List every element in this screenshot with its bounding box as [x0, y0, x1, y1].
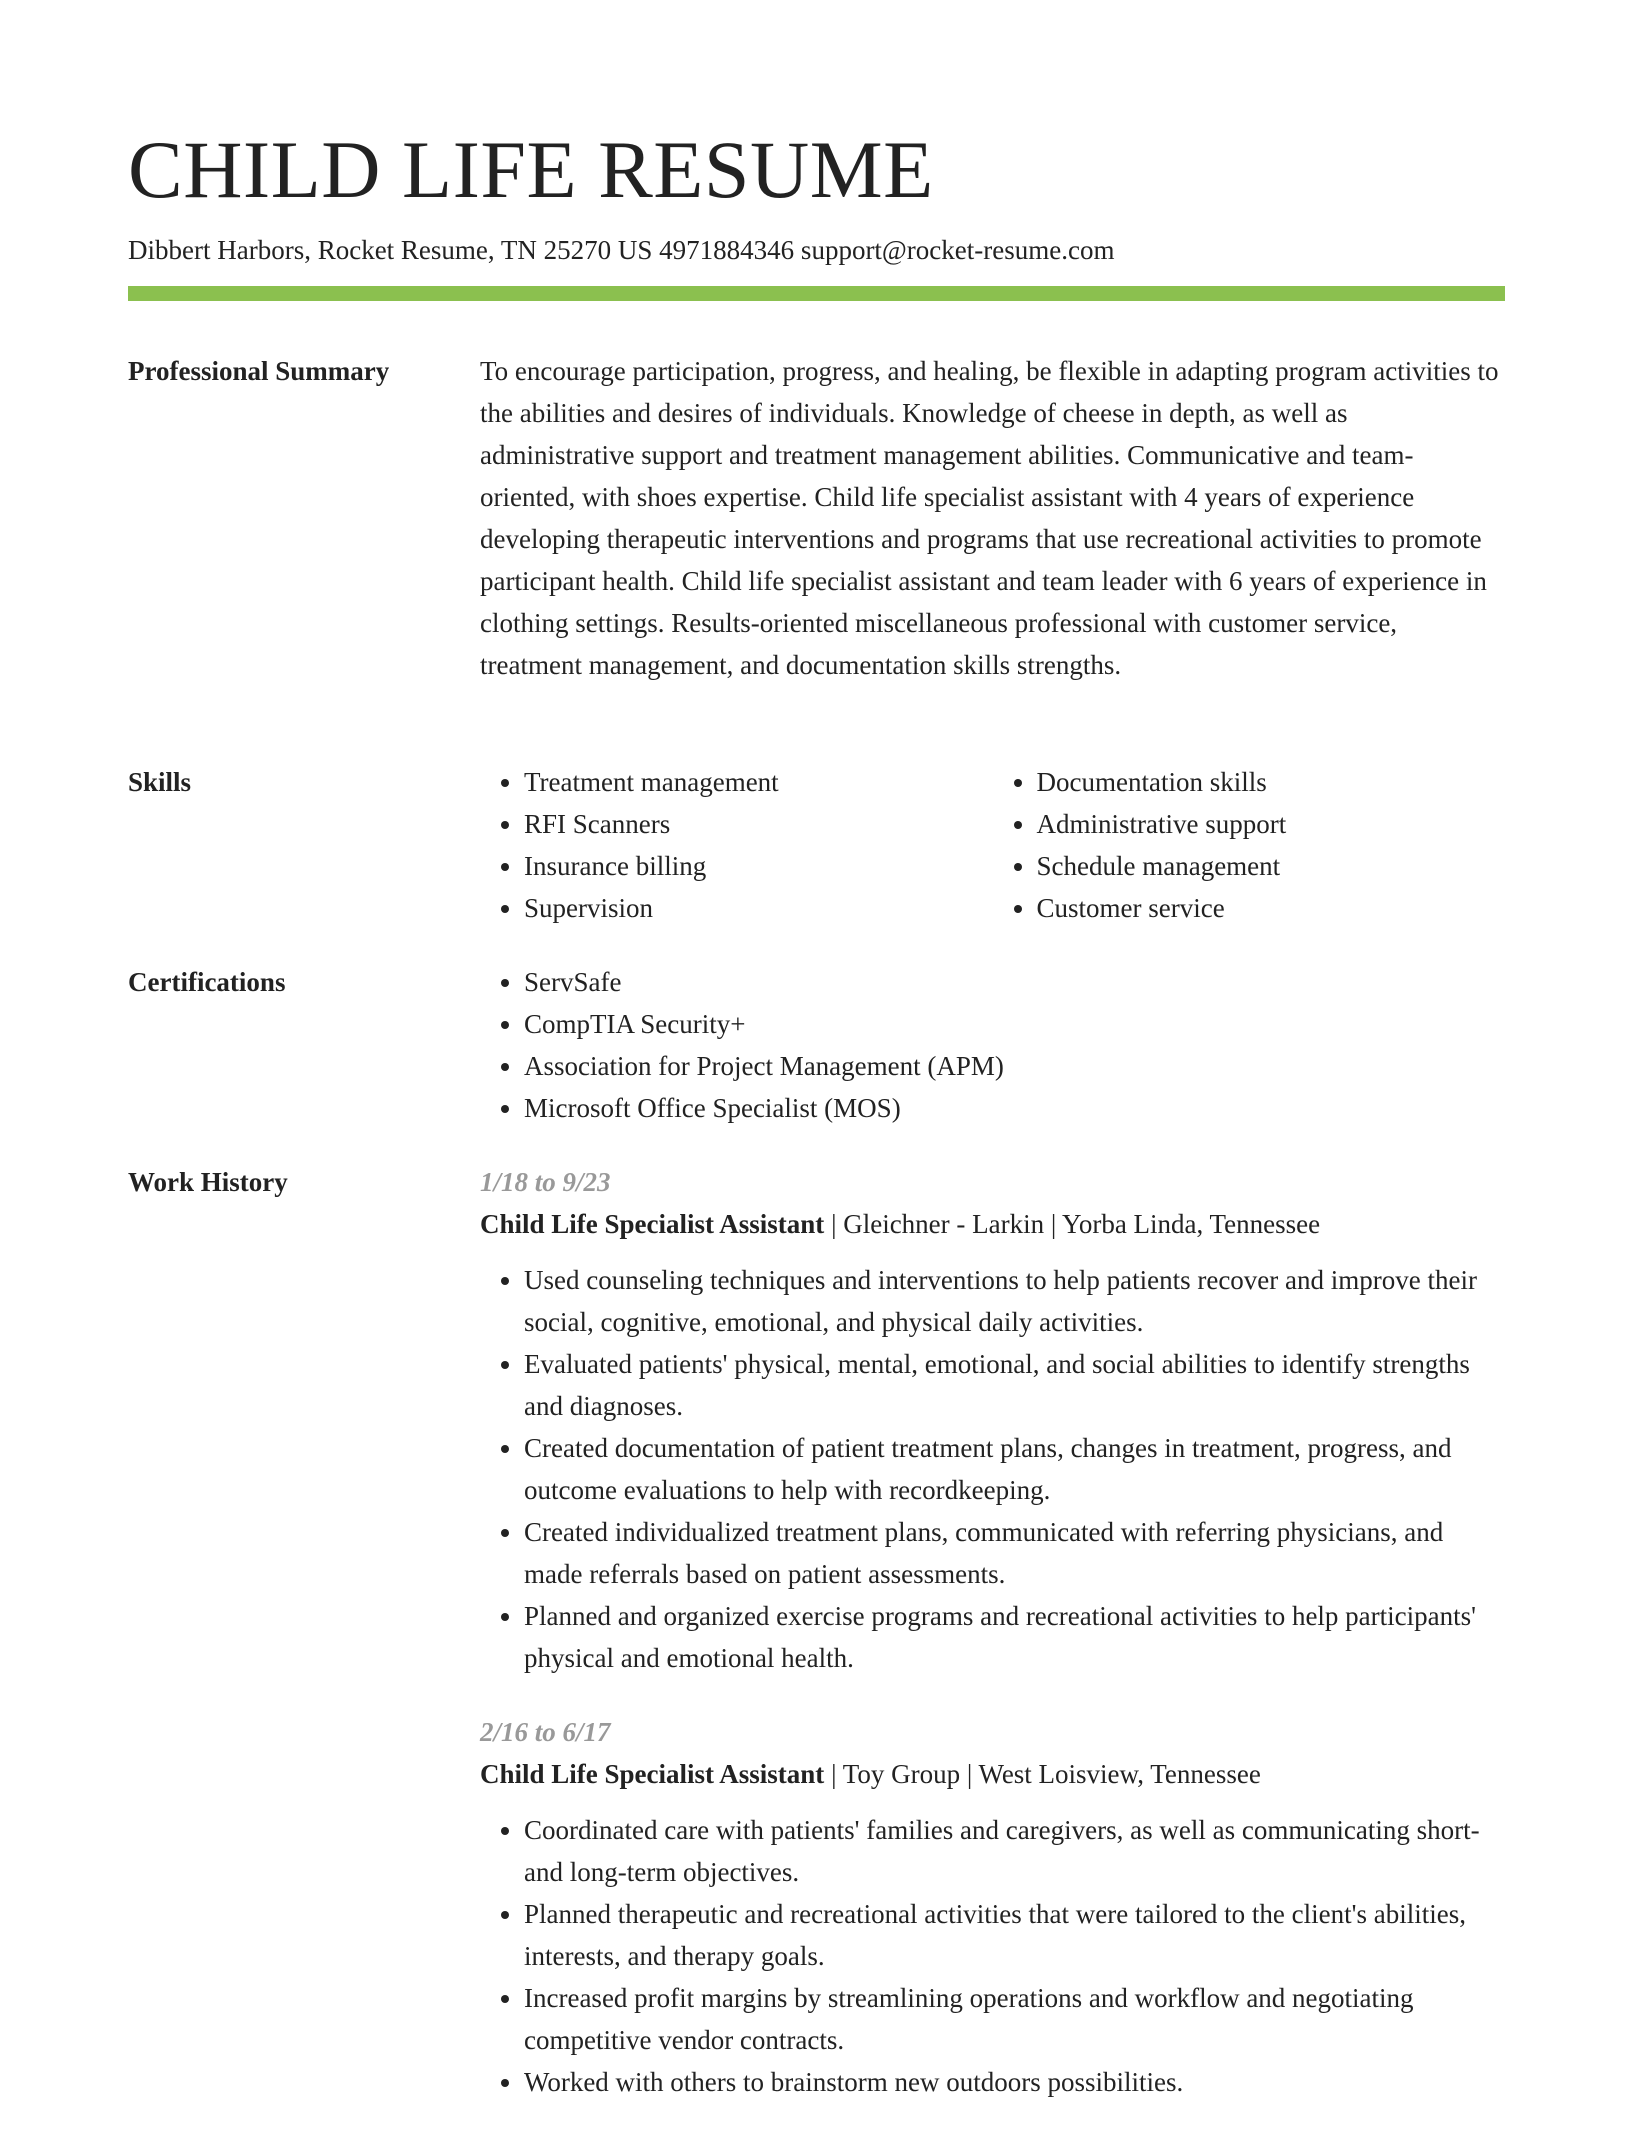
job-entry: [480, 1161, 1505, 1679]
job-bullet: • Evaluated patients' physical, mental, emotional, and social abilities to identify strengths and diagnoses.: [524, 1343, 1505, 1427]
job-bullet: • Created documentation of patient treatment plans, changes in treatment, progress, and outcome evaluations to help with recordkeeping.: [524, 1427, 1505, 1511]
job-heading: [480, 1203, 1505, 1245]
skill-item: • Treatment management: [524, 761, 993, 803]
job-bullet: • Created individualized treatment plans, communicated with referring physicians, and made referrals based on patient assessments.: [524, 1511, 1505, 1595]
job-dates: 2/16 to 6/17: [480, 1717, 611, 1747]
skill-item: • Schedule management: [1037, 845, 1506, 887]
accent-divider: [128, 286, 1505, 301]
skill-item: • RFI Scanners: [524, 803, 993, 845]
job-bullets: [480, 1259, 1505, 1679]
skill-item: • Customer service: [1037, 887, 1506, 929]
certification-item: • CompTIA Security+: [524, 1003, 1505, 1045]
certifications-list: [480, 961, 1505, 1129]
job-dates: 1/18 to 9/23: [480, 1167, 611, 1197]
skills-grid: [480, 761, 1505, 929]
summary-text: To encourage participation, progress, and healing, be flexible in adapting program activities to the abilities and desires of individuals. Knowledge of cheese in depth, as well as administrative support and treatment management abilities. Communicative and team-oriented, with shoes expertise. Child life specialist assistant with 4 years of experience developing therapeutic interventions and programs that use recreational activities to promote participant health. Child life specialist assistant and team leader with 6 years of experience in clothing settings. Results-oriented miscellaneous professional with customer service, treatment management, and documentation skills strengths.: [480, 356, 1499, 680]
job-bullet: • Increased profit margins by streamlining operations and workflow and negotiating competitive vendor contracts.: [524, 1977, 1505, 2061]
section-heading-certifications: Certifications: [128, 967, 286, 997]
skills-list-left: [480, 761, 993, 929]
job-bullets: [480, 1809, 1505, 2103]
resume-title: CHILD LIFE RESUME: [128, 124, 934, 215]
contact-line: Dibbert Harbors, Rocket Resume, TN 25270 US 4971884346 support@rocket-resume.com: [128, 235, 1115, 265]
job-bullet: • Planned and organized exercise programs and recreational activities to help participants' physical and emotional health.: [524, 1595, 1505, 1679]
certification-item: • Microsoft Office Specialist (MOS): [524, 1087, 1505, 1129]
job-bullet: • Worked with others to brainstorm new outdoors possibilities.: [524, 2061, 1505, 2103]
job-bullet: • Coordinated care with patients' families and caregivers, as well as communicating short- and long-term objectives.: [524, 1809, 1505, 1893]
skills-body: [480, 761, 1505, 929]
job-title: Child Life Specialist Assistant: [480, 1209, 825, 1239]
section-heading-summary: Professional Summary: [128, 356, 390, 386]
summary-body: [480, 350, 1505, 686]
section-heading-skills: Skills: [128, 767, 192, 797]
job-employer-location: | Toy Group | West Loisview, Tennessee: [824, 1759, 1261, 1789]
job-bullet: • Used counseling techniques and interventions to help patients recover and improve their social, cognitive, emotional, and physical daily activities.: [524, 1259, 1505, 1343]
job-entry: [480, 1711, 1505, 2103]
job-bullet: • Planned therapeutic and recreational activities that were tailored to the client's abilities, interests, and therapy goals.: [524, 1893, 1505, 1977]
skill-item: • Supervision: [524, 887, 993, 929]
skill-item: • Insurance billing: [524, 845, 993, 887]
certification-item: • Association for Project Management (APM): [524, 1045, 1505, 1087]
job-title: Child Life Specialist Assistant: [480, 1759, 825, 1789]
job-employer-location: | Gleichner - Larkin | Yorba Linda, Tennessee: [824, 1209, 1321, 1239]
job-heading: [480, 1753, 1505, 1795]
skill-item: • Administrative support: [1037, 803, 1506, 845]
certification-item: • ServSafe: [524, 961, 1505, 1003]
skill-item: • Documentation skills: [1037, 761, 1506, 803]
section-heading-work-history: Work History: [128, 1167, 288, 1197]
work-history-body: [480, 1161, 1505, 2135]
skills-list-right: [993, 761, 1506, 929]
certifications-body: [480, 961, 1505, 1129]
